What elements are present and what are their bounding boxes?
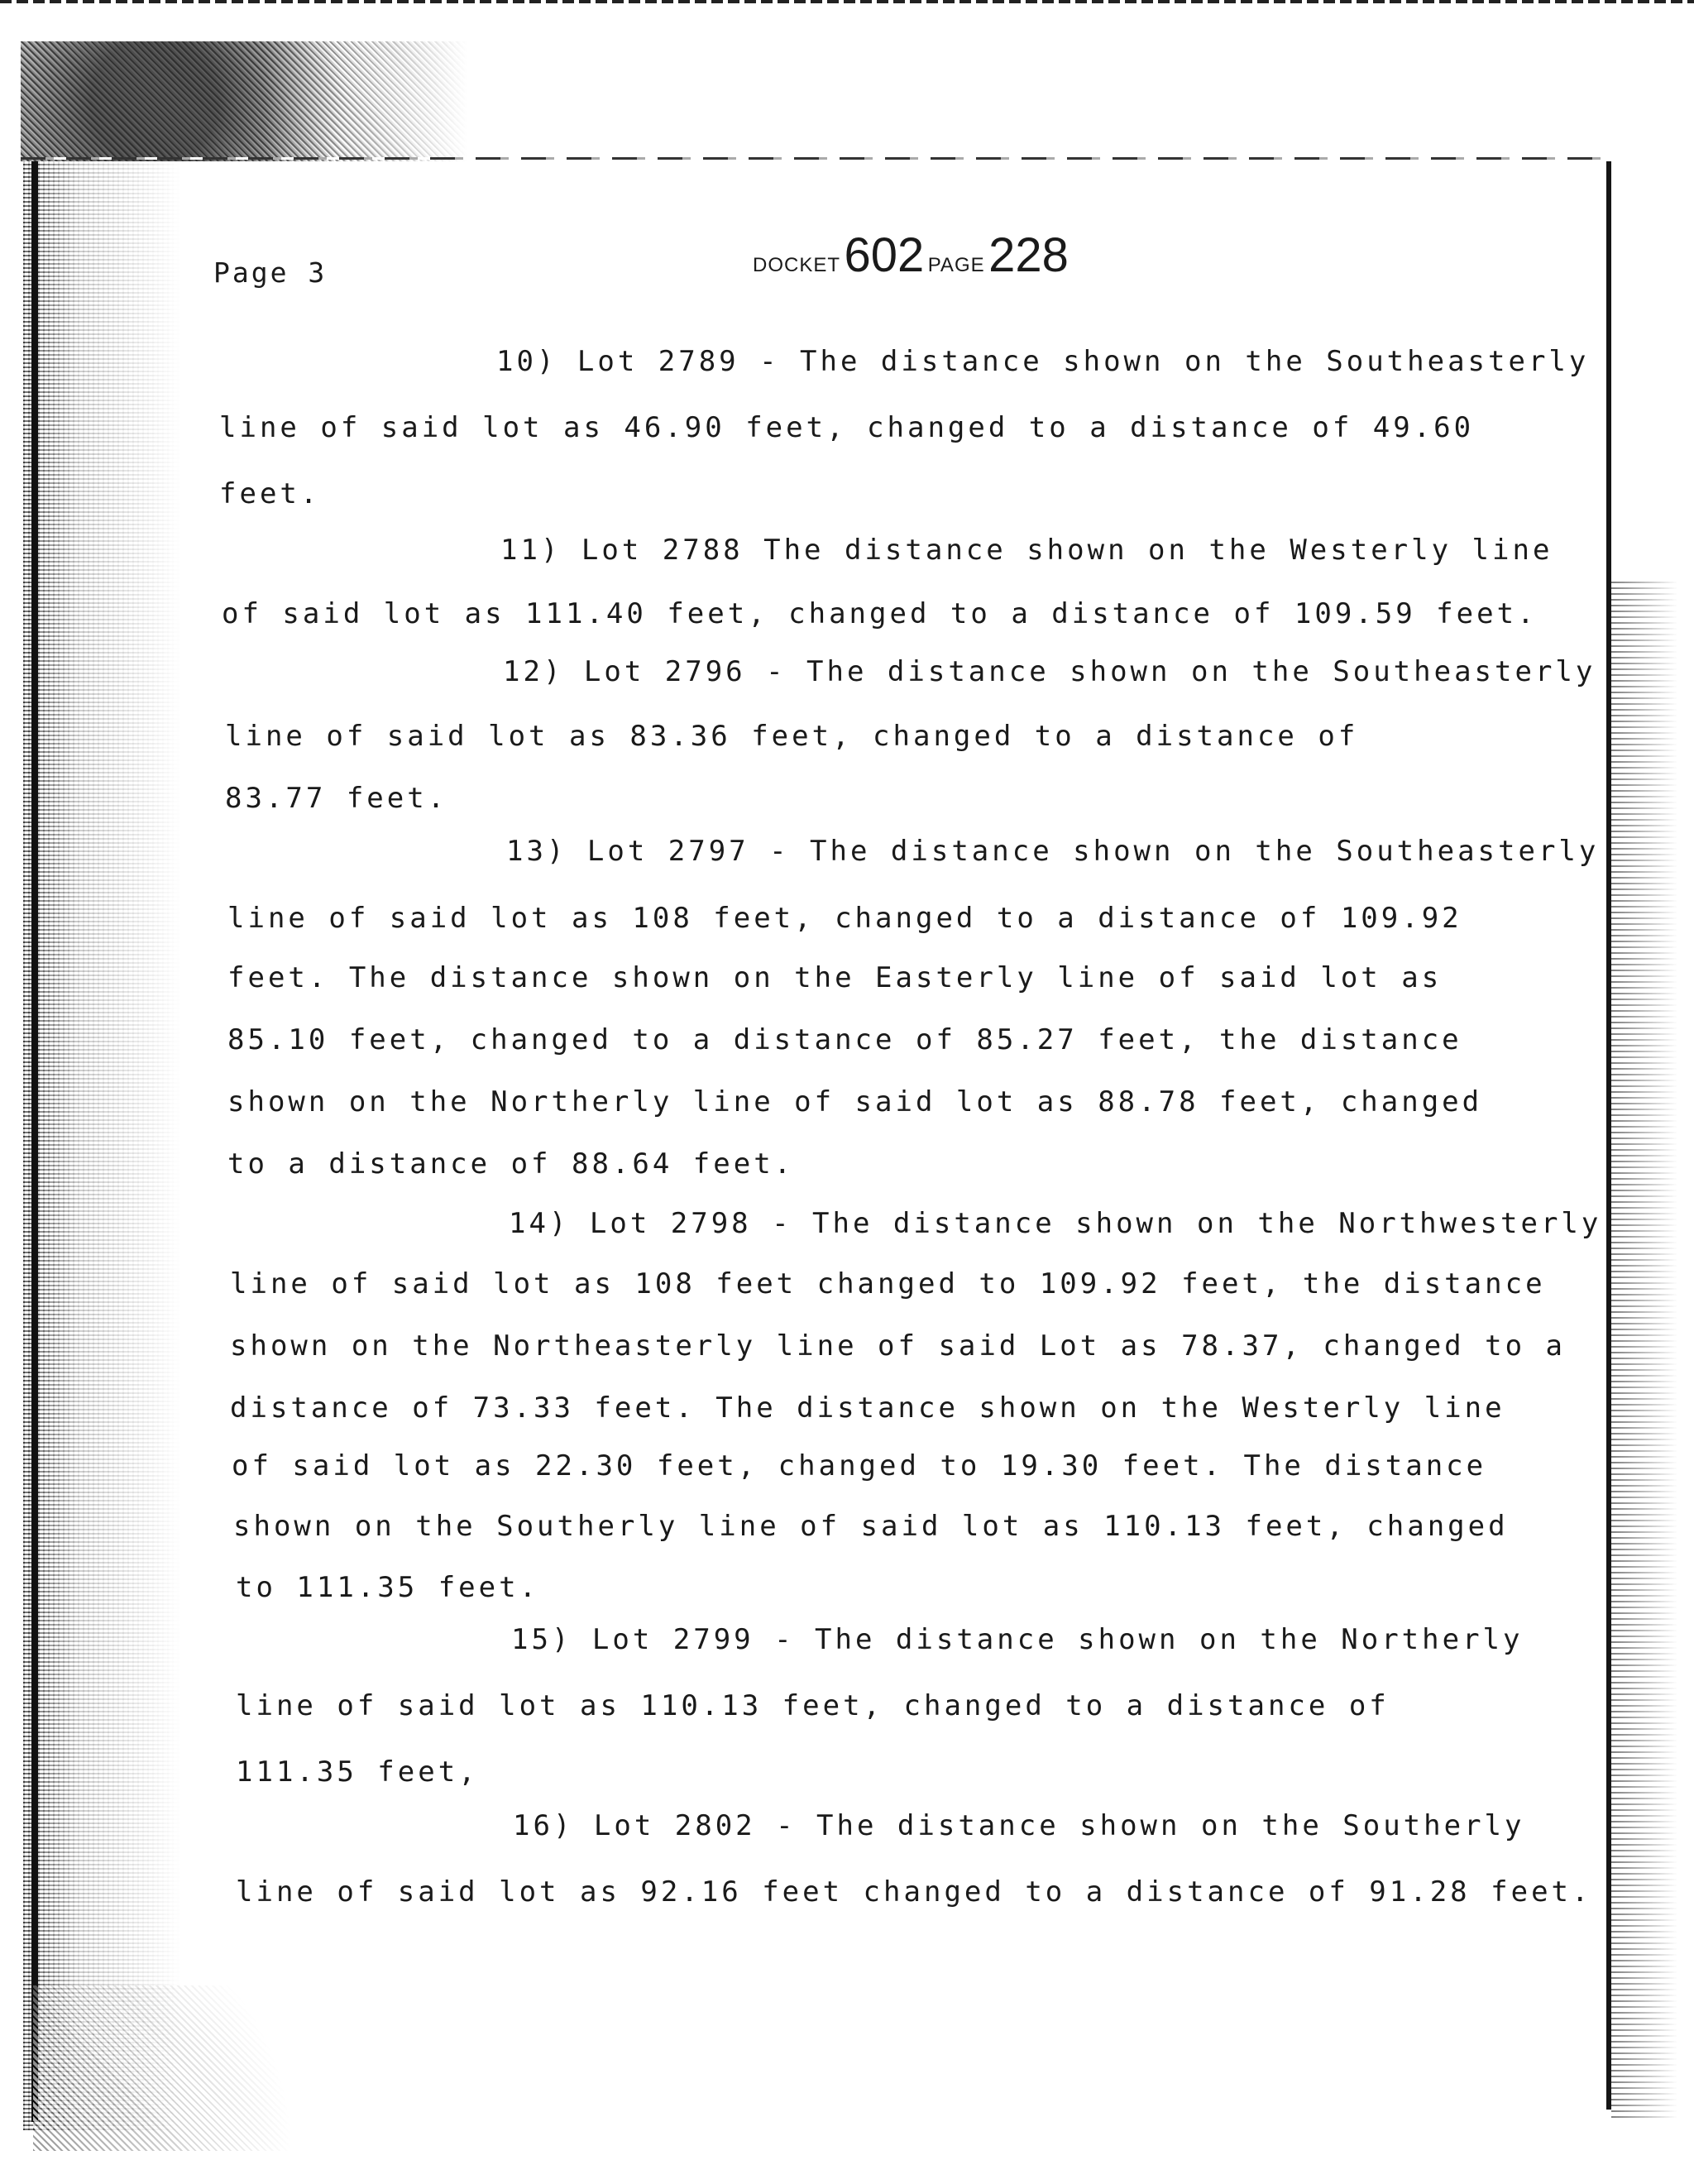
- text-line: of said lot as 22.30 feet, changed to 19.30 feet. The distance: [232, 1449, 1487, 1482]
- text-line: 14) Lot 2798 - The distance shown on the Northwesterly: [509, 1207, 1602, 1240]
- text-line: 111.35 feet,: [236, 1755, 479, 1789]
- scan-artifact-bottom-left: [33, 1985, 364, 2151]
- docket-stamp: [753, 228, 1069, 283]
- text-line: line of said lot as 92.16 feet changed to a distance of 91.28 feet.: [236, 1875, 1592, 1909]
- text-line: 13) Lot 2797 - The distance shown on the Southeasterly: [506, 835, 1600, 868]
- text-line: line of said lot as 108 feet, changed to a distance of 109.92: [227, 902, 1462, 935]
- page-word: PAGE: [927, 254, 985, 276]
- text-line: 12) Lot 2796 - The distance shown on the Southeasterly: [503, 655, 1596, 688]
- text-line: 83.77 feet.: [225, 782, 448, 815]
- text-line: to 111.35 feet.: [236, 1571, 540, 1604]
- text-line: shown on the Northeasterly line of said Lot as 78.37, changed to a: [230, 1329, 1567, 1363]
- text-line: line of said lot as 83.36 feet, changed to a distance of: [225, 720, 1359, 753]
- docket-word: DOCKET: [753, 254, 841, 276]
- text-line: of said lot as 111.40 feet, changed to a distance of 109.59 feet.: [222, 597, 1538, 630]
- scan-artifact-corner: [21, 41, 467, 161]
- text-line: line of said lot as 108 feet changed to 109.92 feet, the distance: [230, 1267, 1546, 1300]
- scan-artifact-right-edge: [1611, 579, 1677, 2118]
- text-line: feet. The distance shown on the Easterly line of said lot as: [227, 961, 1443, 994]
- text-line: 10) Lot 2789 - The distance shown on the Southeasterly: [496, 345, 1590, 378]
- text-line: feet.: [219, 477, 321, 510]
- docket-number: 602: [844, 228, 925, 282]
- text-line: shown on the Southerly line of said lot as 110.13 feet, changed: [233, 1510, 1509, 1543]
- text-line: distance of 73.33 feet. The distance shown on the Westerly line: [230, 1391, 1505, 1425]
- scan-artifact-left-bar: [31, 161, 38, 2122]
- text-line: 15) Lot 2799 - The distance shown on the Northerly: [511, 1623, 1524, 1656]
- text-line: line of said lot as 110.13 feet, changed to a distance of: [236, 1689, 1390, 1722]
- scan-artifact-top-line: [0, 0, 1694, 3]
- text-line: shown on the Northerly line of said lot as 88.78 feet, changed: [227, 1085, 1483, 1118]
- text-line: line of said lot as 46.90 feet, changed to a distance of 49.60: [219, 411, 1475, 444]
- text-line: 16) Lot 2802 - The distance shown on the Southerly: [513, 1809, 1525, 1842]
- page-number: 228: [988, 228, 1069, 282]
- scan-artifact-top-border: [21, 157, 1613, 160]
- scan-artifact-left-edge: [23, 161, 180, 2130]
- text-line: to a distance of 88.64 feet.: [227, 1147, 795, 1181]
- page-label: Page 3: [213, 256, 328, 289]
- text-line: 85.10 feet, changed to a distance of 85.27 feet, the distance: [227, 1023, 1462, 1056]
- text-line: 11) Lot 2788 The distance shown on the Westerly line: [500, 534, 1553, 567]
